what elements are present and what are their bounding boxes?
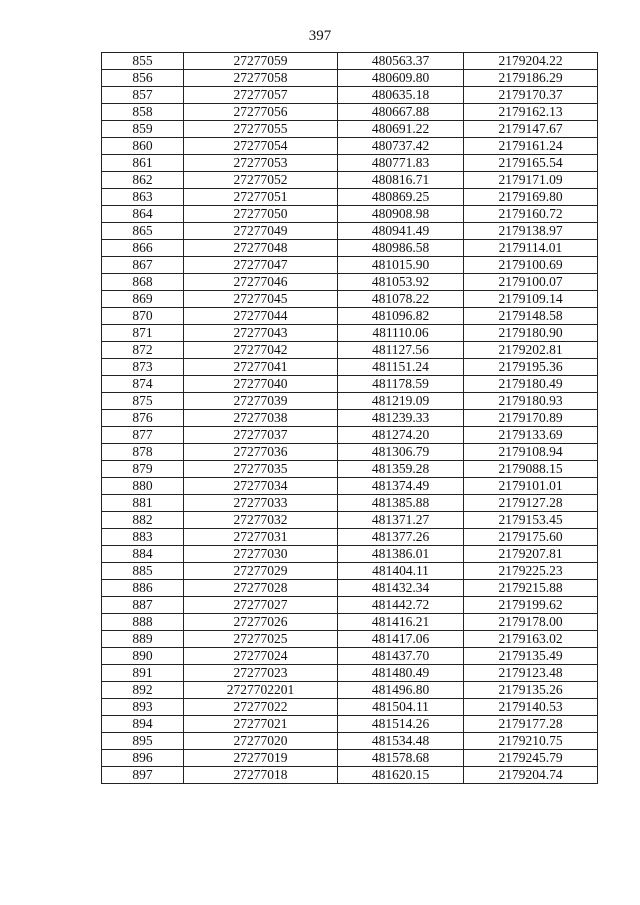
table-row [102,563,598,580]
x-coordinate-cell: 481504.11 [338,699,464,716]
point-id-cell: 27277029 [184,563,338,580]
table-row [102,427,598,444]
point-id-cell: 27277034 [184,478,338,495]
point-number-cell: 890 [102,648,184,665]
x-coordinate-cell: 481015.90 [338,257,464,274]
x-coordinate-cell: 480563.37 [338,53,464,70]
y-coordinate-cell: 2179135.49 [464,648,598,665]
point-id-cell: 27277028 [184,580,338,597]
x-coordinate-cell: 481480.49 [338,665,464,682]
x-coordinate-cell: 481151.24 [338,359,464,376]
point-id-cell: 27277054 [184,138,338,155]
x-coordinate-cell: 481417.06 [338,631,464,648]
point-id-cell: 2727702201 [184,682,338,699]
table-row [102,223,598,240]
y-coordinate-cell: 2179133.69 [464,427,598,444]
y-coordinate-cell: 2179100.69 [464,257,598,274]
point-number-cell: 874 [102,376,184,393]
point-number-cell: 894 [102,716,184,733]
point-id-cell: 27277031 [184,529,338,546]
x-coordinate-cell: 480771.83 [338,155,464,172]
table-row [102,189,598,206]
point-number-cell: 897 [102,767,184,784]
point-id-cell: 27277039 [184,393,338,410]
point-id-cell: 27277035 [184,461,338,478]
point-number-cell: 865 [102,223,184,240]
table-row [102,410,598,427]
x-coordinate-cell: 480609.80 [338,70,464,87]
table-row [102,529,598,546]
point-number-cell: 866 [102,240,184,257]
point-number-cell: 869 [102,291,184,308]
y-coordinate-cell: 2179153.45 [464,512,598,529]
point-id-cell: 27277045 [184,291,338,308]
table-row [102,308,598,325]
x-coordinate-cell: 480941.49 [338,223,464,240]
point-number-cell: 863 [102,189,184,206]
point-number-cell: 872 [102,342,184,359]
point-number-cell: 887 [102,597,184,614]
point-number-cell: 858 [102,104,184,121]
table-row [102,257,598,274]
point-number-cell: 885 [102,563,184,580]
x-coordinate-cell: 481620.15 [338,767,464,784]
y-coordinate-cell: 2179148.58 [464,308,598,325]
table-row [102,121,598,138]
y-coordinate-cell: 2179199.62 [464,597,598,614]
point-number-cell: 878 [102,444,184,461]
point-number-cell: 870 [102,308,184,325]
point-id-cell: 27277051 [184,189,338,206]
y-coordinate-cell: 2179204.22 [464,53,598,70]
point-id-cell: 27277037 [184,427,338,444]
x-coordinate-cell: 480635.18 [338,87,464,104]
point-id-cell: 27277052 [184,172,338,189]
y-coordinate-cell: 2179123.48 [464,665,598,682]
point-id-cell: 27277057 [184,87,338,104]
point-id-cell: 27277033 [184,495,338,512]
y-coordinate-cell: 2179207.81 [464,546,598,563]
point-number-cell: 883 [102,529,184,546]
point-number-cell: 862 [102,172,184,189]
y-coordinate-cell: 2179161.24 [464,138,598,155]
point-number-cell: 877 [102,427,184,444]
table-row [102,104,598,121]
table-row [102,682,598,699]
y-coordinate-cell: 2179180.49 [464,376,598,393]
point-number-cell: 859 [102,121,184,138]
point-id-cell: 27277032 [184,512,338,529]
table-row [102,699,598,716]
point-number-cell: 856 [102,70,184,87]
x-coordinate-cell: 480691.22 [338,121,464,138]
point-number-cell: 893 [102,699,184,716]
table-row [102,733,598,750]
point-number-cell: 889 [102,631,184,648]
point-id-cell: 27277023 [184,665,338,682]
point-number-cell: 876 [102,410,184,427]
x-coordinate-cell: 481178.59 [338,376,464,393]
table-row [102,495,598,512]
x-coordinate-cell: 481374.49 [338,478,464,495]
x-coordinate-cell: 481404.11 [338,563,464,580]
point-id-cell: 27277038 [184,410,338,427]
point-number-cell: 860 [102,138,184,155]
x-coordinate-cell: 481416.21 [338,614,464,631]
table-row [102,461,598,478]
y-coordinate-cell: 2179210.75 [464,733,598,750]
x-coordinate-cell: 481274.20 [338,427,464,444]
point-id-cell: 27277044 [184,308,338,325]
point-id-cell: 27277020 [184,733,338,750]
x-coordinate-cell: 481432.34 [338,580,464,597]
x-coordinate-cell: 481496.80 [338,682,464,699]
point-id-cell: 27277049 [184,223,338,240]
y-coordinate-cell: 2179163.02 [464,631,598,648]
x-coordinate-cell: 480908.98 [338,206,464,223]
table-row [102,70,598,87]
point-id-cell: 27277022 [184,699,338,716]
table-row [102,172,598,189]
x-coordinate-cell: 481371.27 [338,512,464,529]
point-id-cell: 27277019 [184,750,338,767]
table-body [102,53,598,784]
table-row [102,597,598,614]
x-coordinate-cell: 480667.88 [338,104,464,121]
coordinates-table [101,52,598,784]
x-coordinate-cell: 481514.26 [338,716,464,733]
y-coordinate-cell: 2179138.97 [464,223,598,240]
point-number-cell: 896 [102,750,184,767]
table-row [102,512,598,529]
table-row [102,274,598,291]
table-row [102,206,598,223]
x-coordinate-cell: 480737.42 [338,138,464,155]
table-row [102,580,598,597]
table-row [102,138,598,155]
y-coordinate-cell: 2179169.80 [464,189,598,206]
table-row [102,767,598,784]
point-id-cell: 27277030 [184,546,338,563]
point-id-cell: 27277053 [184,155,338,172]
point-id-cell: 27277058 [184,70,338,87]
x-coordinate-cell: 481377.26 [338,529,464,546]
table-row [102,291,598,308]
y-coordinate-cell: 2179215.88 [464,580,598,597]
x-coordinate-cell: 481110.06 [338,325,464,342]
y-coordinate-cell: 2179140.53 [464,699,598,716]
x-coordinate-cell: 481534.48 [338,733,464,750]
point-number-cell: 888 [102,614,184,631]
y-coordinate-cell: 2179171.09 [464,172,598,189]
x-coordinate-cell: 480816.71 [338,172,464,189]
x-coordinate-cell: 481219.09 [338,393,464,410]
table-row [102,325,598,342]
table-row [102,359,598,376]
point-id-cell: 27277025 [184,631,338,648]
y-coordinate-cell: 2179177.28 [464,716,598,733]
table-row [102,240,598,257]
y-coordinate-cell: 2179170.37 [464,87,598,104]
table-row [102,665,598,682]
point-id-cell: 27277027 [184,597,338,614]
point-id-cell: 27277043 [184,325,338,342]
point-number-cell: 891 [102,665,184,682]
point-id-cell: 27277059 [184,53,338,70]
x-coordinate-cell: 481437.70 [338,648,464,665]
x-coordinate-cell: 481239.33 [338,410,464,427]
y-coordinate-cell: 2179202.81 [464,342,598,359]
y-coordinate-cell: 2179160.72 [464,206,598,223]
point-id-cell: 27277047 [184,257,338,274]
x-coordinate-cell: 481078.22 [338,291,464,308]
point-id-cell: 27277024 [184,648,338,665]
x-coordinate-cell: 481096.82 [338,308,464,325]
x-coordinate-cell: 481053.92 [338,274,464,291]
point-number-cell: 873 [102,359,184,376]
y-coordinate-cell: 2179225.23 [464,563,598,580]
x-coordinate-cell: 481306.79 [338,444,464,461]
point-id-cell: 27277041 [184,359,338,376]
point-number-cell: 879 [102,461,184,478]
y-coordinate-cell: 2179180.90 [464,325,598,342]
y-coordinate-cell: 2179204.74 [464,767,598,784]
y-coordinate-cell: 2179101.01 [464,478,598,495]
point-number-cell: 884 [102,546,184,563]
x-coordinate-cell: 481442.72 [338,597,464,614]
y-coordinate-cell: 2179165.54 [464,155,598,172]
point-number-cell: 867 [102,257,184,274]
x-coordinate-cell: 481385.88 [338,495,464,512]
point-id-cell: 27277018 [184,767,338,784]
x-coordinate-cell: 481578.68 [338,750,464,767]
x-coordinate-cell: 481359.28 [338,461,464,478]
table-row [102,444,598,461]
y-coordinate-cell: 2179114.01 [464,240,598,257]
point-id-cell: 27277036 [184,444,338,461]
point-number-cell: 875 [102,393,184,410]
y-coordinate-cell: 2179147.67 [464,121,598,138]
point-id-cell: 27277046 [184,274,338,291]
point-id-cell: 27277048 [184,240,338,257]
point-id-cell: 27277056 [184,104,338,121]
x-coordinate-cell: 480869.25 [338,189,464,206]
x-coordinate-cell: 480986.58 [338,240,464,257]
y-coordinate-cell: 2179127.28 [464,495,598,512]
point-id-cell: 27277040 [184,376,338,393]
y-coordinate-cell: 2179100.07 [464,274,598,291]
table-row [102,716,598,733]
y-coordinate-cell: 2179162.13 [464,104,598,121]
y-coordinate-cell: 2179108.94 [464,444,598,461]
point-number-cell: 892 [102,682,184,699]
y-coordinate-cell: 2179178.00 [464,614,598,631]
point-number-cell: 882 [102,512,184,529]
point-number-cell: 895 [102,733,184,750]
point-number-cell: 881 [102,495,184,512]
point-id-cell: 27277042 [184,342,338,359]
table-row [102,546,598,563]
table-row [102,750,598,767]
y-coordinate-cell: 2179245.79 [464,750,598,767]
y-coordinate-cell: 2179180.93 [464,393,598,410]
point-id-cell: 27277026 [184,614,338,631]
point-number-cell: 857 [102,87,184,104]
point-number-cell: 868 [102,274,184,291]
y-coordinate-cell: 2179088.15 [464,461,598,478]
point-number-cell: 861 [102,155,184,172]
table-row [102,53,598,70]
x-coordinate-cell: 481127.56 [338,342,464,359]
table-row [102,155,598,172]
y-coordinate-cell: 2179109.14 [464,291,598,308]
page-number: 397 [308,28,332,44]
y-coordinate-cell: 2179186.29 [464,70,598,87]
point-number-cell: 880 [102,478,184,495]
y-coordinate-cell: 2179175.60 [464,529,598,546]
y-coordinate-cell: 2179135.26 [464,682,598,699]
point-number-cell: 855 [102,53,184,70]
y-coordinate-cell: 2179195.36 [464,359,598,376]
point-number-cell: 886 [102,580,184,597]
table-row [102,631,598,648]
point-id-cell: 27277021 [184,716,338,733]
point-id-cell: 27277050 [184,206,338,223]
point-id-cell: 27277055 [184,121,338,138]
table-row [102,648,598,665]
table-row [102,393,598,410]
point-number-cell: 871 [102,325,184,342]
point-number-cell: 864 [102,206,184,223]
table-row [102,614,598,631]
table-row [102,87,598,104]
table-row [102,342,598,359]
y-coordinate-cell: 2179170.89 [464,410,598,427]
x-coordinate-cell: 481386.01 [338,546,464,563]
table-row [102,376,598,393]
table-row [102,478,598,495]
